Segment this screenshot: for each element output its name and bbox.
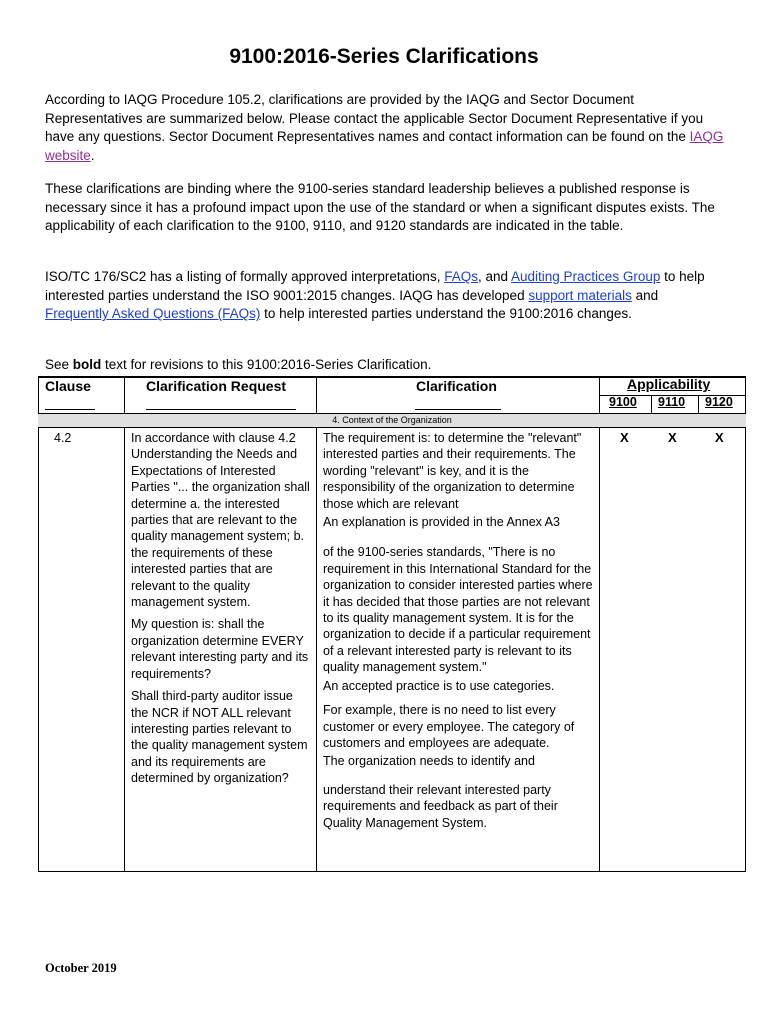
iaqg-faqs-link[interactable]: Frequently Asked Questions (FAQs) [45, 306, 261, 322]
clarification-text: An accepted practice is to use categories. [323, 678, 555, 693]
section-row: 4. Context of the Organization [38, 414, 746, 428]
clause-header: Clause [45, 378, 91, 394]
request-question: My question is: shall the organization determine EVERY relevant interesting party and its requirements? [131, 617, 309, 681]
column-divider [599, 376, 600, 872]
auditing-practices-link[interactable]: Auditing Practices Group [511, 269, 661, 284]
table-border [745, 376, 746, 872]
clarifications-table [38, 376, 746, 872]
support-materials-link[interactable]: support materials [528, 287, 632, 303]
iaqg-website-link[interactable]: IAQG website [45, 129, 724, 163]
header-underline [146, 409, 296, 410]
column-divider [698, 396, 699, 414]
applicability-mark-9120: X [715, 430, 724, 445]
clarification-text: The requirement is: to determine the "relevant" interested parties and their requirements. The wording "relevant" is key, and it is the responsibility of the organization to determine those which are relevant [323, 431, 582, 511]
clarification-cell [323, 430, 595, 831]
applicability-mark-9100: X [620, 430, 629, 445]
request-text: In accordance with clause 4.2 Understanding the Needs and Expectations of Interested Parties "... the organization shall determine a. the interested parties that are relevant to the quality management system; b. the requirements of these interested parties that are relevant to the quality management system. [131, 431, 310, 610]
intro-paragraph-2: These clarifications are binding where the 9100-series standard leadership believes a published response is necessary since it has a profound impact upon the use of the standard or when a significant disputes exists. The applicability of each clarification to the 9100, 9110, and 9120 standards are indicated in the table. [45, 181, 715, 234]
request-question: Shall third-party auditor issue the NCR if NOT ALL relevant interesting parties relevant to the quality management system and its requirements are determined by organization? [131, 689, 308, 786]
column-divider [124, 376, 125, 872]
applicability-mark-9110: X [668, 430, 677, 445]
faqs-link[interactable]: FAQs [444, 269, 478, 284]
intro-paragraph-1: According to IAQG Procedure 105.2, clarifications are provided by the IAQG and Sector Document Representatives are summarized below. Please contact the applicable Sector Document Representative if you have any questions. Sector Document Representatives names and contact information can be found on the IAQG website. [45, 92, 724, 163]
clarification-text: For example, there is no need to list every customer or every employee. The category of customers and employees are adequate. [323, 703, 575, 750]
clarification-text: of the 9100-series standards, "There is no requirement in this International Standard for the organization to consider interested parties where it has decided that those parties are not relevant to its quality management system. It is for the organization to decide if a particular requirement of a relevant interested party is relevant to its quality management system." [323, 545, 593, 675]
std-9110-header: 9110 [658, 395, 686, 409]
std-9100-header: 9100 [609, 395, 637, 409]
header-underline [415, 409, 501, 410]
request-header: Clarification Request [146, 378, 287, 394]
applicability-header: Applicability [627, 376, 711, 392]
clause-cell: 4.2 [54, 431, 72, 445]
page-title: 9100:2016-Series Clarifications [229, 45, 539, 68]
clarification-text: understand their relevant interested party requirements and feedback as part of their Quality Management System. [323, 782, 558, 830]
clarification-text: An explanation is provided in the Annex A3 [323, 515, 560, 530]
intro-paragraph-3: ISO/TC 176/SC2 has a listing of formally approved interpretations, FAQs, and Auditing Practices Group to help interested parties understand the ISO 9001:2015 changes. IAQG has developed support materials and Frequently Asked Questions (FAQs) to help interested parties understand the 9100:2016 changes. [45, 269, 705, 322]
header-underline [45, 409, 95, 410]
clarification-header: Clarification [416, 378, 497, 394]
revision-note: See bold text for revisions to this 9100:2016-Series Clarification. [45, 357, 432, 372]
column-divider [651, 396, 652, 414]
clarification-text: The organization needs to identify and [323, 754, 535, 769]
table-border [38, 376, 39, 872]
table-bottom-border [38, 871, 746, 872]
column-divider [316, 376, 317, 872]
std-9120-header: 9120 [705, 395, 733, 409]
footer-date: October 2019 [45, 961, 117, 975]
request-cell [131, 430, 311, 787]
